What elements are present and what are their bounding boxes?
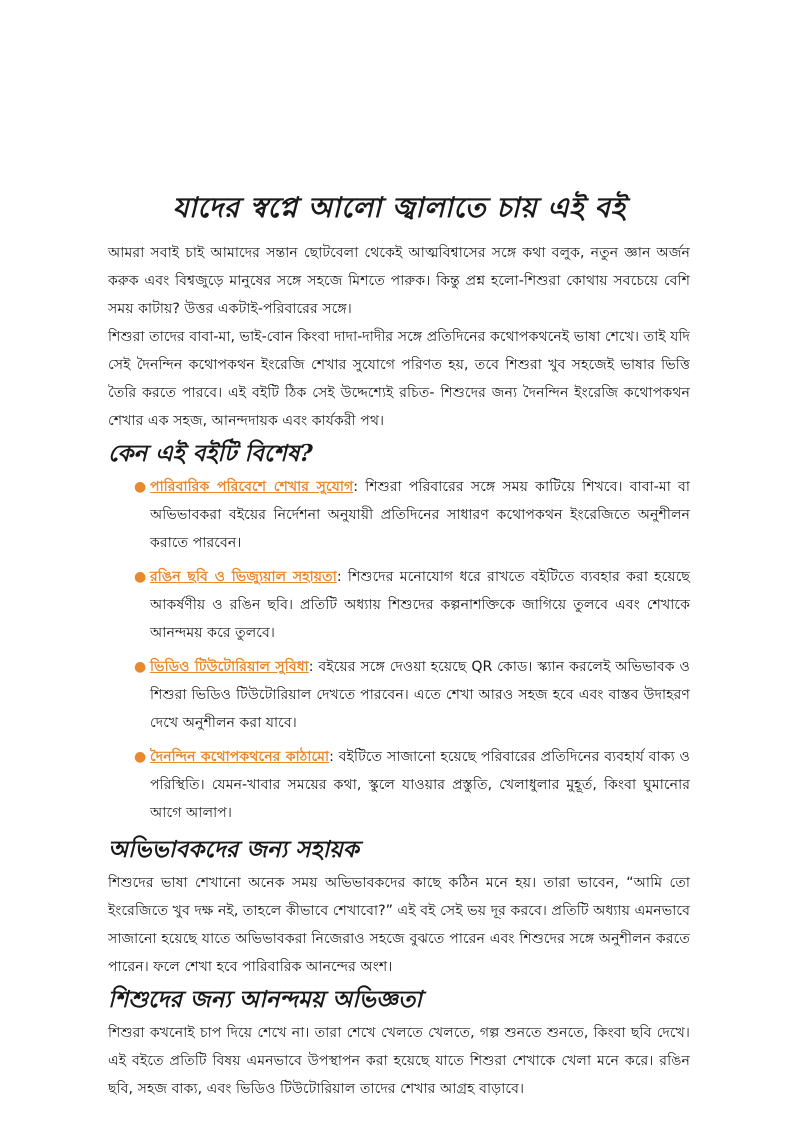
bullet-icon: ● [134,569,147,585]
feature-text: : বইয়ের সঙ্গে দেওয়া হয়েছে QR কোড। স্ক্যান করলেই অভিভাবক ও শিশুরা ভিডিও টিউটোরিয়াল দেখতে পারবেন। এতে শেখা আরও সহজ হবে এবং বাস্তব উদাহরণ দেখে অনুশীলন করা যাবে। [150,659,691,731]
feature-text: : শিশুদের মনোযোগ ধরে রাখতে বইটিতে ব্যবহার করা হয়েছে আকর্ষণীয় ও রঙিন ছবি। প্রতিটি অধ্যায় শিশুদের কল্পনাশক্তিকে জাগিয়ে তুলবে এবং শেখাকে আনন্দময় করে তুলবে। [150,569,690,641]
features-heading: কেন এই বইটি বিশেষ? [108,440,313,467]
intro-paragraph: শিশুরা তাদের বাবা-মা, ভাই-বোন কিংবা দাদা-দাদীর সঙ্গে প্রতিদিনের কথোপকথনেই ভাষা শেখে। তাই যদি সেই দৈনন্দিন কথোপকথন ইংরেজি শেখার সুযোগে পরিণত হয়, তবে শিশুরা খুব সহজেই ভাষার ভিত্তি তৈরি করতে পারবে। এই বইটি ঠিক সেই উদ্দেশ্যেই রচিত- শিশুদের জন্য দৈনন্দিন ইংরেজি কথোপকথন শেখার এক সহজ, আনন্দদায়ক এবং কার্যকরী পথ। [108,329,690,429]
feature-text: : শিশুরা পরিবারের সঙ্গে সময় কাটিয়ে শিখবে। বাবা-মা বা অভিভাবকরা বইয়ের নির্দেশনা অনুযায়ী প্রতিদিনের সাধারণ কথোপকথন ইংরেজিতে অনুশীলন করাতে পারবেন। [150,479,690,551]
feature-label: দৈনন্দিন কথোপকথনের কাঠামো [150,749,330,765]
list-item [134,563,690,647]
children-paragraph: শিশুরা কখনোই চাপ দিয়ে শেখে না। তারা শেখে খেলতে খেলতে, গল্প শুনতে শুনতে, কিংবা ছবি দেখে। এই বইতে প্রতিটি বিষয় এমনভাবে উপস্থাপন করা হয়েছে যাতে শিশুরা শেখাকে খেলা মনে করে। রঙিন ছবি, সহজ বাক্য, এবং ভিডিও টিউটোরিয়াল তাদের শেখার আগ্রহ বাড়াবে। [108,1025,690,1097]
bullet-icon: ● [134,659,147,675]
feature-label: রঙিন ছবি ও ভিজ্যুয়াল সহায়তা [150,569,337,585]
parents-paragraph: শিশুদের ভাষা শেখানো অনেক সময় অভিভাবকদের কাছে কঠিন মনে হয়। তারা ভাবেন, “আমি তো ইংরেজিতে খুব দক্ষ নই, তাহলে কীভাবে শেখাবো?” এই বই সেই ভয় দূর করবে। প্রতিটি অধ্যায় এমনভাবে সাজানো হয়েছে যাতে অভিভাবকরা নিজেরাও সহজে বুঝতে পারেন এবং শিশুদের সঙ্গে অনুশীলন করতে পারেন। ফলে শেখা হবে পারিবারিক আনন্দের অংশ। [108,875,690,975]
intro-paragraph: আমরা সবাই চাই আমাদের সন্তান ছোটবেলা থেকেই আত্মবিশ্বাসের সঙ্গে কথা বলুক, নতুন জ্ঞান অর্জন করুক এবং বিশ্বজুড়ে মানুষের সঙ্গে সহজে মিশতে পারুক। কিন্তু প্রশ্ন হলো-শিশুরা কোথায় সবচেয়ে বেশি সময় কাটায়? উত্তর একটাই-পরিবারের সঙ্গে। [108,245,690,317]
parents-heading: অভিভাবকদের জন্য সহায়ক [108,836,359,863]
list-item [134,743,690,827]
feature-label: পারিবারিক পরিবেশে শেখার সুযোগ [150,479,354,495]
list-item [134,473,690,557]
feature-label: ভিডিও টিউটোরিয়াল সুবিধা [150,659,309,675]
list-item [134,653,691,737]
children-heading: শিশুদের জন্য আনন্দময় অভিজ্ঞতা [108,986,422,1013]
feature-text: : বইটিতে সাজানো হয়েছে পরিবারের প্রতিদিনের ব্যবহার্য বাক্য ও পরিস্থিতি। যেমন-খাবার সময়ের কথা, স্কুলে যাওয়ার প্রস্তুতি, খেলাধুলার মুহূর্ত, কিংবা ঘুমানোর আগে আলাপ। [150,749,690,821]
bullet-icon: ● [134,479,147,495]
document-page [108,186,690,1103]
bullet-icon: ● [134,749,147,765]
features-list [108,473,690,827]
page-title: যাদের স্বপ্নে আলো জ্বালাতে চায় এই বই [172,191,626,224]
